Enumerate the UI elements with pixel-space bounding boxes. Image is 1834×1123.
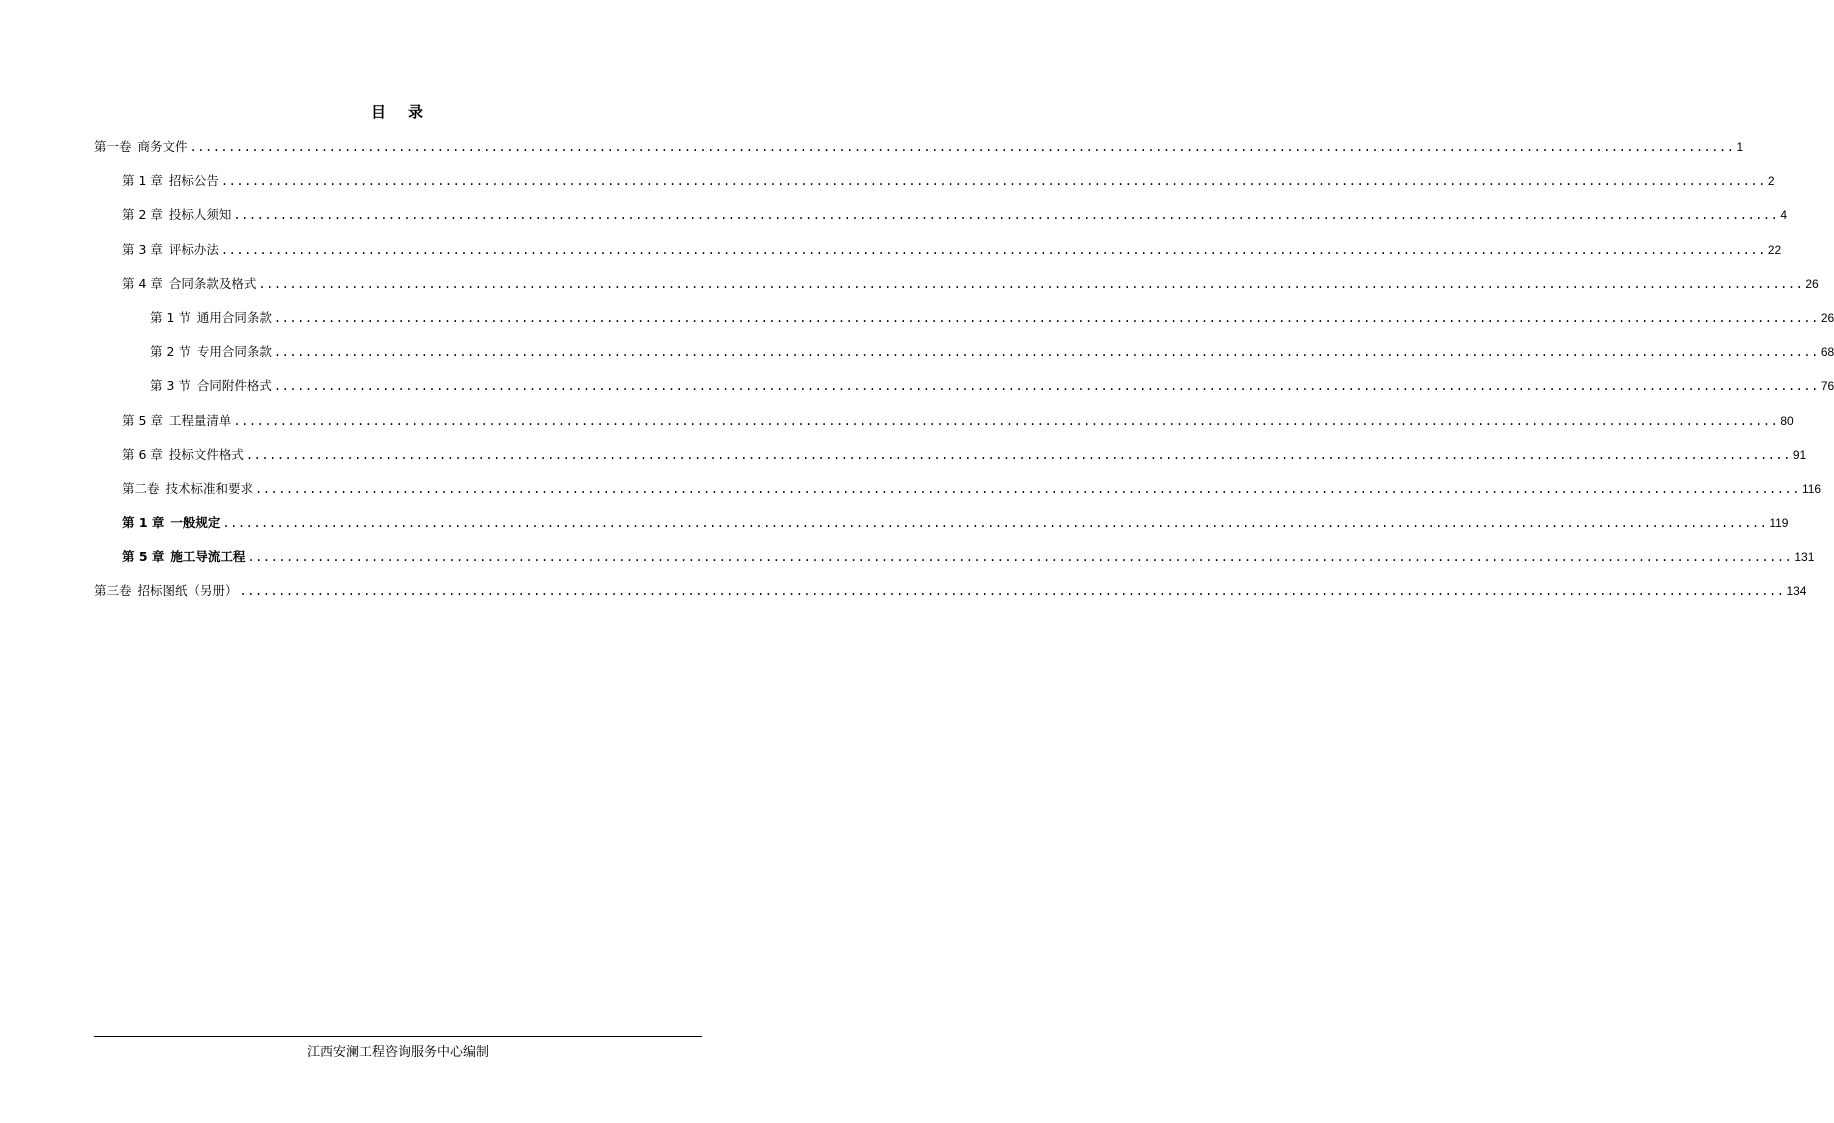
dot-leader: ........................................................................................................................................................................................................ — [255, 481, 1800, 496]
toc-entry-page-number: 4 — [1780, 208, 1788, 223]
dot-leader: ........................................................................................................................................................................................................ — [233, 413, 1779, 428]
toc-entry[interactable] — [94, 580, 1807, 614]
toc-entry-page-number: 119 — [1769, 516, 1789, 531]
toc-entry-title: 商务文件 — [137, 139, 188, 154]
dot-leader: ........................................................................................................................................................................................................ — [222, 516, 1768, 531]
dot-leader: ........................................................................................................................................................................................................ — [273, 379, 1819, 394]
toc-entry[interactable] — [94, 307, 1834, 341]
dot-leader: ........................................................................................................................................................................................................ — [220, 242, 1766, 257]
toc-entry-label — [122, 546, 245, 568]
toc-entry-label — [94, 136, 188, 158]
toc-entry-page-number: 26 — [1805, 276, 1819, 291]
table-of-contents — [94, 136, 1834, 615]
toc-entry[interactable] — [94, 410, 1794, 444]
toc-entry-prefix: 第 1 节 — [150, 309, 191, 325]
dot-leader: ........................................................................................................................................................................................................ — [258, 276, 1804, 291]
toc-entry-prefix: 第 5 章 — [122, 549, 165, 565]
toc-entry[interactable] — [94, 136, 1744, 170]
toc-entry-title: 合同附件格式 — [196, 378, 272, 394]
toc-entry-prefix: 第 4 章 — [122, 275, 163, 291]
page-title-part-1: 目 — [370, 103, 386, 121]
toc-entry-page-number: 80 — [1780, 413, 1794, 428]
toc-entry-page-number: 116 — [1801, 481, 1822, 496]
toc-entry[interactable] — [94, 204, 1788, 238]
toc-entry-label — [122, 239, 219, 261]
toc-entry-page-number: 2 — [1767, 174, 1775, 189]
toc-entry-page-number: 76 — [1820, 379, 1834, 394]
footer-text: 江西安澜工程咨询服务中心编制 — [306, 1045, 489, 1060]
toc-entry-title: 技术标准和要求 — [165, 480, 254, 496]
page-title-part-2: 录 — [408, 103, 424, 121]
dot-leader: ........................................................................................................................................................................................................ — [220, 174, 1766, 189]
toc-entry-label — [122, 444, 244, 466]
toc-entry-title: 工程量清单 — [168, 412, 232, 428]
toc-entry-label — [122, 512, 220, 534]
dot-leader: ........................................................................................................................................................................................................ — [247, 550, 1793, 565]
toc-entry-prefix: 第一卷 — [94, 139, 132, 154]
toc-entry-label — [94, 580, 238, 602]
toc-entry-page-number: 134 — [1786, 584, 1807, 599]
toc-entry[interactable] — [94, 512, 1789, 546]
toc-entry[interactable] — [94, 546, 1815, 580]
toc-entry-label — [122, 478, 253, 500]
toc-entry-title: 专用合同条款 — [196, 344, 272, 360]
footer-divider — [94, 1036, 702, 1037]
toc-entry[interactable] — [94, 444, 1807, 478]
toc-entry-page-number: 22 — [1767, 242, 1782, 257]
toc-entry-label — [150, 341, 272, 363]
dot-leader: ........................................................................................................................................................................................................ — [273, 345, 1819, 360]
dot-leader: ........................................................................................................................................................................................................ — [233, 208, 1779, 223]
dot-leader: ........................................................................................................................................................................................................ — [239, 584, 1785, 599]
toc-entry-prefix: 第 2 节 — [150, 344, 191, 360]
toc-entry-prefix: 第三卷 — [94, 583, 132, 599]
toc-entry-label — [150, 375, 272, 397]
toc-entry-title: 投标人须知 — [168, 207, 232, 223]
page-title — [0, 101, 794, 122]
toc-entry[interactable] — [94, 341, 1834, 375]
toc-entry-title: 评标办法 — [168, 241, 219, 257]
toc-entry-title: 招标公告 — [168, 173, 219, 189]
toc-entry[interactable] — [94, 478, 1822, 512]
toc-entry[interactable] — [94, 273, 1819, 307]
toc-entry-page-number: 131 — [1794, 550, 1815, 565]
toc-entry-title: 通用合同条款 — [196, 309, 272, 325]
toc-entry-title: 一般规定 — [170, 515, 221, 531]
dot-leader: ........................................................................................................................................................................................................ — [245, 447, 1791, 462]
toc-entry-prefix: 第 3 章 — [122, 241, 163, 257]
toc-entry-prefix: 第 1 章 — [122, 515, 165, 531]
toc-entry-label — [150, 307, 272, 329]
toc-entry-page-number: 26 — [1820, 310, 1834, 325]
toc-entry-page-number: 68 — [1820, 345, 1834, 360]
toc-entry-label — [122, 170, 219, 192]
toc-entry-title: 合同条款及格式 — [168, 275, 257, 291]
dot-leader: ........................................................................................................................................................................................................ — [273, 310, 1819, 325]
toc-entry-prefix: 第 6 章 — [122, 446, 163, 462]
toc-entry-label — [122, 410, 231, 432]
toc-entry-prefix: 第 5 章 — [122, 412, 163, 428]
toc-entry-title: 施工导流工程 — [170, 549, 246, 565]
toc-entry[interactable] — [94, 239, 1782, 273]
toc-entry[interactable] — [94, 170, 1775, 204]
toc-entry[interactable] — [94, 375, 1834, 409]
toc-entry-title: 投标文件格式 — [168, 446, 244, 462]
toc-entry-label — [122, 204, 231, 226]
toc-entry-prefix: 第二卷 — [122, 480, 160, 496]
toc-entry-prefix: 第 3 节 — [150, 378, 191, 394]
toc-entry-page-number: 1 — [1736, 140, 1744, 154]
toc-entry-label — [122, 273, 256, 295]
dot-leader: ........................................................................................................................................................................................................ — [189, 140, 1735, 154]
toc-entry-page-number: 91 — [1792, 447, 1807, 462]
toc-entry-prefix: 第 2 章 — [122, 207, 163, 223]
toc-entry-prefix: 第 1 章 — [122, 173, 163, 189]
toc-entry-title: 招标图纸（另册） — [137, 583, 238, 599]
